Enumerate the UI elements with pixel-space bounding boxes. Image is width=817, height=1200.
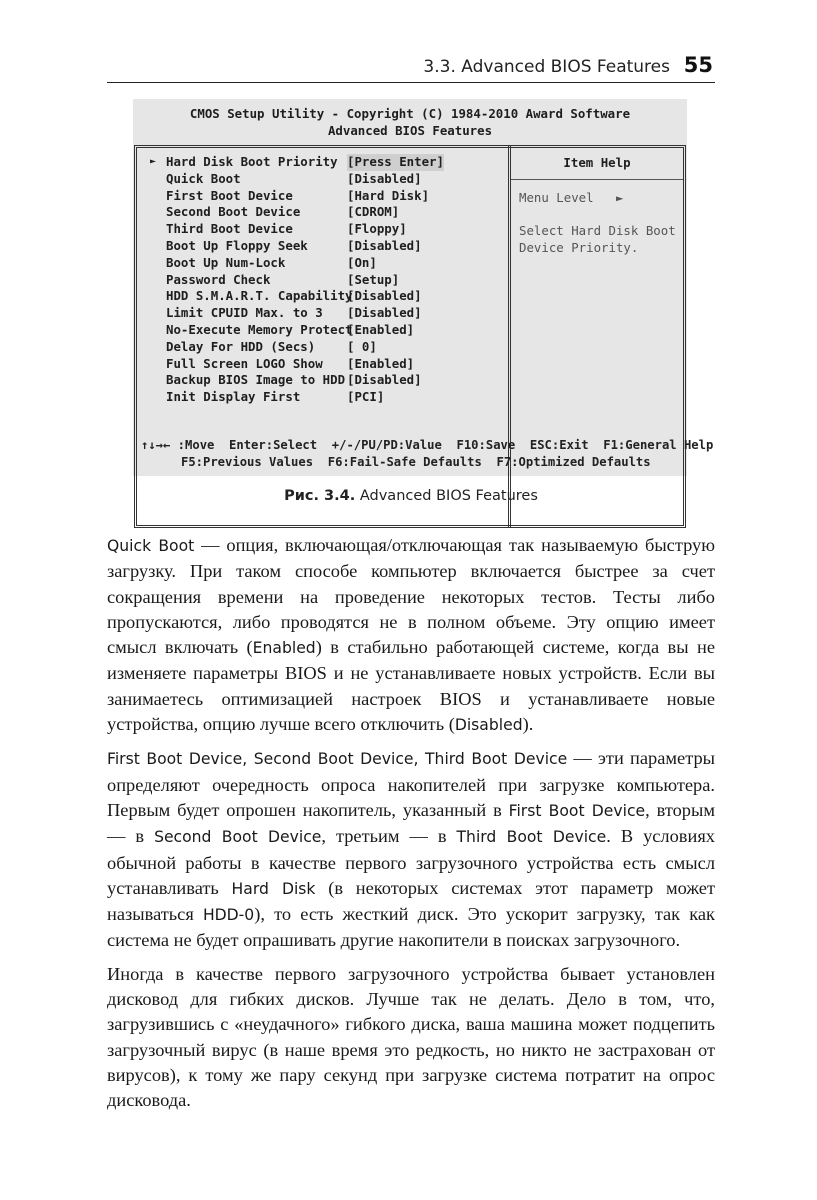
- body-text: [107, 533, 715, 1122]
- help-text-line2: Device Priority.: [519, 240, 639, 255]
- bios-help-separator: [511, 179, 683, 180]
- setting-value: [Disabled]: [347, 237, 422, 253]
- running-head: [107, 52, 715, 83]
- term: Disabled: [454, 716, 523, 735]
- figure-label: Рис. 3.4.: [284, 488, 356, 504]
- setting-value: [Disabled]: [347, 372, 422, 388]
- bios-setting-row[interactable]: [150, 338, 377, 356]
- setting-value: [ 0]: [347, 338, 377, 354]
- term: HDD-0: [202, 906, 255, 925]
- setting-label: HDD S.M.A.R.T. Capability: [166, 288, 353, 304]
- bios-setting-row[interactable]: [150, 154, 444, 171]
- text-run: . В условиях обычной работы в качестве первого загрузочного устройства есть смысл устанавливать: [107, 826, 715, 898]
- setting-label: Delay For HDD (Secs): [166, 338, 316, 354]
- text-run: , третьим — в: [321, 826, 457, 847]
- setting-label: Boot Up Floppy Seek: [166, 237, 308, 253]
- bios-help-divider: [508, 145, 511, 528]
- setting-value: [Enabled]: [347, 321, 415, 337]
- bios-setting-row[interactable]: [150, 237, 422, 255]
- text-run: — опция, включающая/отключающая так называемую быструю загрузку. При таком способе компьютер включается быстрее за счет сокращения времени на проведение некоторых тестов. Тесты либо пропускаются, либо проводятся не в полном объеме. Эту опцию имеет смысл включать (: [107, 535, 715, 658]
- bios-settings-list: [150, 154, 444, 406]
- text-run: ).: [522, 714, 534, 735]
- bios-setting-row[interactable]: [150, 321, 415, 339]
- selection-pointer-icon: ►: [150, 156, 157, 167]
- bios-setting-row[interactable]: [150, 389, 385, 406]
- setting-value: [Press Enter]: [347, 154, 444, 169]
- setting-label: Password Check: [166, 271, 271, 287]
- setting-label: No-Execute Memory Protect: [166, 321, 353, 337]
- bios-setting-row[interactable]: [150, 288, 422, 305]
- setting-label: Hard Disk Boot Priority: [166, 154, 338, 169]
- bios-key-legend-line2: F5:Previous Values F6:Fail-Safe Defaults F7:Optimized Defaults: [181, 455, 651, 469]
- paragraph: [107, 746, 715, 953]
- bios-title-line2: Advanced BIOS Features: [327, 123, 493, 138]
- bios-screenshot: [133, 99, 714, 476]
- text-run: (в некоторых системах этот параметр может называться: [107, 877, 715, 925]
- setting-label: Backup BIOS Image to HDD: [166, 372, 346, 388]
- bios-setting-row[interactable]: [150, 305, 422, 322]
- bios-title-line1: CMOS Setup Utility - Copyright (C) 1984-2010 Award Software: [189, 106, 631, 121]
- setting-value: [Setup]: [347, 271, 400, 287]
- bios-setting-row[interactable]: [150, 204, 400, 221]
- setting-value: [Disabled]: [347, 170, 422, 186]
- bios-setting-row[interactable]: [150, 170, 422, 188]
- help-text-line1: Select Hard Disk Boot: [519, 223, 676, 238]
- term: Enabled: [252, 639, 316, 658]
- setting-value: [Hard Disk]: [347, 187, 430, 203]
- bios-setting-row[interactable]: [150, 372, 422, 389]
- figure-caption: [107, 488, 715, 504]
- bios-setting-row[interactable]: [150, 355, 415, 373]
- setting-label: Init Display First: [166, 389, 301, 405]
- item-help-title: Item Help: [563, 155, 631, 170]
- text-run: ) в стабильно работающей системе, когда вы не изменяете параметры BIOS и не устанавливаете новых устройств. Если вы занимаетесь оптимизацией настроек BIOS и устанавливаете новые устройства, опцию лучше всего отключить (: [107, 637, 715, 735]
- page-number: 55: [683, 53, 713, 77]
- bios-setting-row[interactable]: [150, 221, 407, 238]
- bios-key-legend-line1: ↑↓→← :Move Enter:Select +/-/PU/PD:Value F10:Save ESC:Exit F1:General Help: [141, 438, 714, 452]
- setting-value: [Enabled]: [347, 355, 415, 371]
- bios-setting-row[interactable]: [150, 187, 430, 205]
- bios-setting-row[interactable]: [150, 271, 400, 289]
- setting-label: Boot Up Num-Lock: [166, 254, 286, 270]
- text-run: Иногда в качестве первого загрузочного устройства бывает установлен дисковод для гибких дисков. Лучше так не делать. Дело в том, что, загрузившись с «неудачного» гибкого диска, ваша машина может подцепить загрузочный вирус (в наше время это редкость, но никто не застрахован от вирусов), к тому же пару секунд при загрузке система потратит на опрос дисковода.: [107, 963, 715, 1111]
- setting-value: [On]: [347, 254, 377, 270]
- paragraph: [107, 962, 715, 1114]
- setting-label: Quick Boot: [166, 170, 241, 186]
- term: Third Boot Device: [456, 828, 607, 847]
- setting-value: [Floppy]: [347, 221, 407, 237]
- term: Quick Boot: [107, 537, 195, 555]
- menu-level-text: Menu Level ►: [519, 190, 624, 205]
- setting-label: First Boot Device: [166, 187, 293, 203]
- text-run: — эти параметры определяют очередность опроса накопителей при загрузке компьютера. Первым будет опрошен накопитель, указанный в: [107, 748, 716, 820]
- setting-label: Full Screen LOGO Show: [166, 355, 323, 371]
- paragraph: [107, 533, 715, 738]
- section-title: 3.3. Advanced BIOS Features: [423, 57, 670, 77]
- setting-value: [PCI]: [347, 389, 385, 405]
- figure-caption-text: Advanced BIOS Features: [355, 488, 538, 504]
- term: First Boot Device, Second Boot Device, Third Boot Device: [107, 750, 568, 769]
- setting-value: [Disabled]: [347, 288, 422, 304]
- setting-label: Third Boot Device: [166, 221, 293, 237]
- term: First Boot Device: [508, 801, 646, 820]
- term: Second Boot Device: [154, 828, 322, 847]
- setting-label: Limit CPUID Max. to 3: [166, 305, 323, 321]
- text-run: , вторым — в: [107, 799, 715, 847]
- bios-setting-row[interactable]: [150, 254, 377, 272]
- setting-value: [CDROM]: [347, 204, 400, 220]
- setting-label: Second Boot Device: [166, 204, 301, 220]
- setting-value: [Disabled]: [347, 305, 422, 321]
- text-run: ), то есть жесткий диск. Это ускорит загрузку, так как система не будет опрашивать другие накопители в поисках загрузочного.: [107, 904, 715, 951]
- term: Hard Disk: [231, 879, 316, 898]
